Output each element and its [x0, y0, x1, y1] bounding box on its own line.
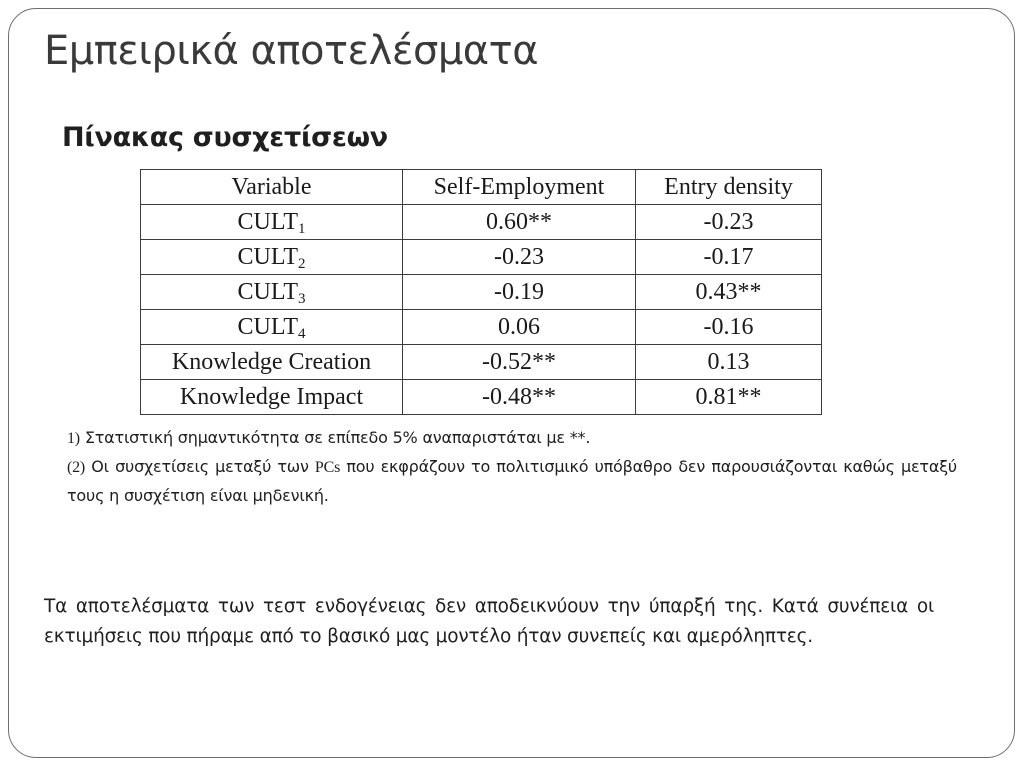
note-text: που εκφράζουν το πολιτισμικό υπόβαθρο δεν παρουσιάζονται καθώς μεταξύ τους η συσχέτιση είναι μηδενική. — [67, 457, 957, 505]
entry-density-cell: 0.81** — [636, 380, 822, 415]
variable-cell — [141, 205, 403, 240]
self-employment-cell: -0.48** — [403, 380, 636, 415]
variable-subscript: 1 — [297, 221, 306, 237]
note-pcs-term: PCs — [314, 459, 341, 476]
correlation-table — [140, 169, 822, 415]
self-employment-cell: 0.06 — [403, 310, 636, 345]
self-employment-cell: -0.19 — [403, 275, 636, 310]
self-employment-cell: -0.52** — [403, 345, 636, 380]
variable-cell — [141, 240, 403, 275]
variable-cell — [141, 275, 403, 310]
table-header-row — [141, 170, 822, 205]
conclusion-paragraph: Τα αποτελέσματα των τεστ ενδογένειας δεν αποδεικνύουν την ύπαρξή της. Κατά συνέπεια οι εκτιμήσεις που πήραμε από το βασικό μας μοντέλο ήταν συνεπείς και αμερόληπτες. — [44, 596, 934, 647]
table-row — [141, 310, 822, 345]
variable-name: CULT — [237, 209, 298, 235]
variable-name: CULT — [237, 279, 298, 305]
variable-cell — [141, 310, 403, 345]
variable-name: CULT — [237, 244, 298, 270]
column-header-entry-density: Entry density — [636, 170, 822, 205]
table-row — [141, 345, 822, 380]
self-employment-cell: -0.23 — [403, 240, 636, 275]
entry-density-cell: 0.13 — [636, 345, 822, 380]
column-header-self-employment: Self-Employment — [403, 170, 636, 205]
variable-cell: Knowledge Impact — [141, 380, 403, 415]
variable-subscript: 2 — [297, 256, 306, 272]
entry-density-cell: -0.16 — [636, 310, 822, 345]
note-number: (2) — [67, 459, 86, 476]
note-number: 1) — [67, 430, 80, 447]
table-row — [141, 205, 822, 240]
note-pcs — [67, 453, 957, 510]
column-header-variable: Variable — [141, 170, 403, 205]
table-row — [141, 240, 822, 275]
table-notes — [67, 424, 957, 510]
entry-density-cell: 0.43** — [636, 275, 822, 310]
note-significance — [67, 424, 957, 453]
table-row — [141, 380, 822, 415]
slide-title: Εμπειρικά αποτελέσματα — [44, 28, 539, 74]
note-text: Οι συσχετίσεις μεταξύ των — [91, 457, 309, 476]
table-row — [141, 275, 822, 310]
variable-name: CULT — [237, 314, 298, 340]
variable-subscript: 3 — [297, 291, 306, 307]
variable-cell: Knowledge Creation — [141, 345, 403, 380]
entry-density-cell: -0.23 — [636, 205, 822, 240]
variable-subscript: 4 — [297, 326, 306, 342]
table-caption: Πίνακας συσχετίσεων — [62, 122, 388, 153]
entry-density-cell: -0.17 — [636, 240, 822, 275]
self-employment-cell: 0.60** — [403, 205, 636, 240]
note-text: Στατιστική σημαντικότητα σε επίπεδο 5% αναπαριστάται με **. — [84, 428, 591, 447]
